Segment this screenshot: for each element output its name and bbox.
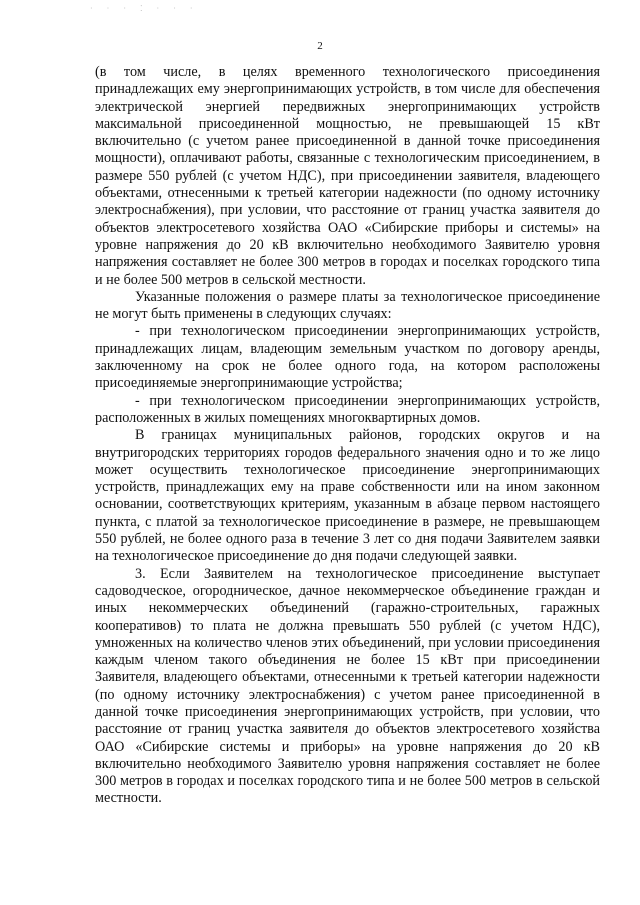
paragraph-exception-apartments: - при технологическом присоединении энергопринимающих устройств, расположенных в жилых помещениях многоквартирных домов. <box>95 392 600 426</box>
scan-artifact: · · · ⁚ · · · <box>90 4 199 13</box>
paragraph-continuation: (в том числе, в целях временного технологического присоединения принадлежащих ему энергопринимающих устройств, в том числе для обеспечения электрической энергией передвижных энергопринимающих устройств максимальной присоединенной мощностью, не превышающей 15 кВт включительно (с учетом ранее присоединенной в данной точке присоединения мощности), оплачивают работы, связанные с технологическим присоединением, в размере 550 рублей (с учетом НДС), при присоединении заявителя, владеющего объектами, отнесенными к третьей категории надежности (по одному источнику электроснабжения), при условии, что расстояние от границ участка заявителя до объектов электросетевого хозяйства ОАО «Сибирские приборы и системы» на уровне напряжения до 20 кВ включительно необходимого Заявителю уровня напряжения составляет не более 300 метров в городах и поселках городского типа и не более 500 метров в сельской местности. <box>95 64 600 288</box>
document-body <box>95 64 600 808</box>
paragraph-clause-3: 3. Если Заявителем на технологическое присоединение выступает садоводческое, огородническое, дачное некоммерческое объединение граждан и иных некоммерческих объединений (гаражно-строительных, гаражных кооперативов) то плата не должна превышать 550 рублей (с учетом НДС), умноженных на количество членов этих объединений, при условии присоединения каждым членом такого объединения не более 15 кВт при присоединении Заявителя, владеющего объектами, отнесенными к третьей категории надежности (по одному источнику электроснабжения) с учетом ранее присоединенной в данной точке присоединения энергопринимающих устройств, при условии, что расстояние от границ участка заявителя до объектов электросетевого хозяйства ОАО «Сибирские системы и приборы» на уровне напряжения до 20 кВ включительно необходимого Заявителю уровня напряжения составляет не более 300 метров в городах и поселках городского типа и не более 500 метров в сельской местности. <box>95 565 600 807</box>
page-number: 2 <box>317 40 323 52</box>
paragraph-boundaries: В границах муниципальных районов, городских округов и на внутригородских территориях городов федерального значения одно и то же лицо может осуществить технологическое присоединение энергопринимающих устройств, принадлежащих ему на праве собственности или на ином законном основании, соответствующих критериям, указанным в абзаце первом настоящего пункта, с платой за технологическое присоединение в размере, не превышающем 550 рублей, не более одного раза в течение 3 лет со дня подачи Заявителем заявки на технологическое присоединение до дня подачи следующей заявки. <box>95 427 600 565</box>
paragraph-exception-lease: - при технологическом присоединении энергопринимающих устройств, принадлежащих лицам, владеющим земельным участком по договору аренды, заключенному на срок не более одного года, на котором расположены присоединяемые энергопринимающие устройства; <box>95 323 600 392</box>
paragraph-exceptions-intro: Указанные положения о размере платы за технологическое присоединение не могут быть применены в следующих случаях: <box>95 288 600 323</box>
